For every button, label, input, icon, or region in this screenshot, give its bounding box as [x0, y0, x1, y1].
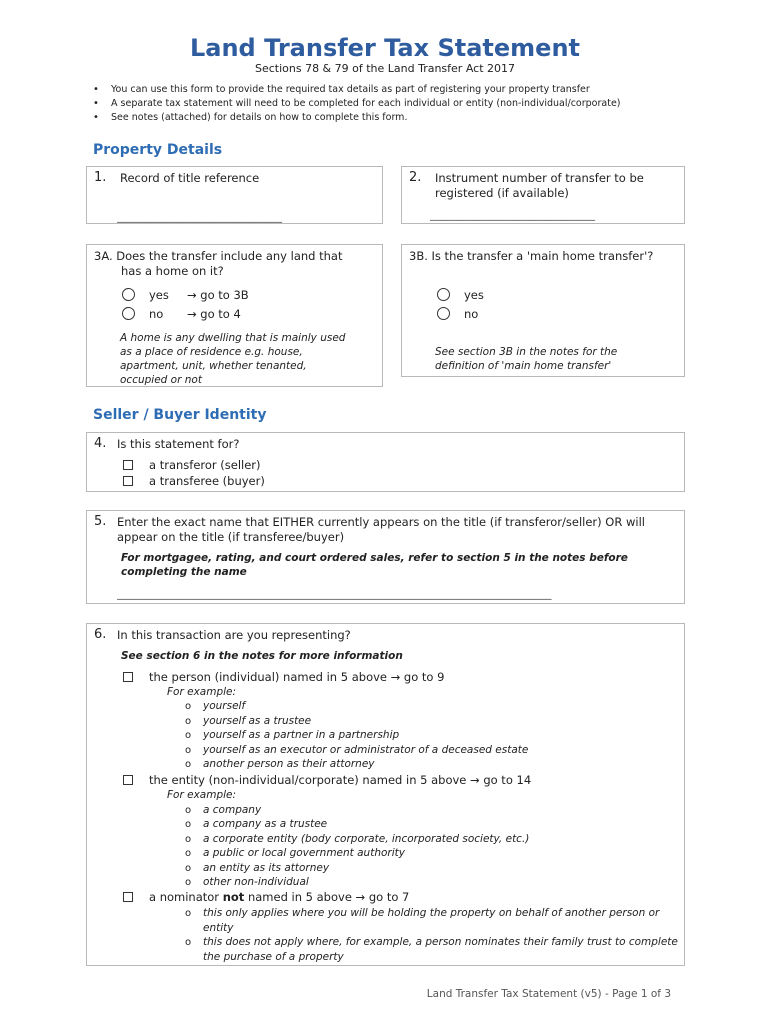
bullet-icon: o [185, 701, 192, 712]
nominator-label-pre: a nominator [149, 890, 223, 904]
identity-heading: Seller / Buyer Identity [93, 407, 267, 423]
transferee-label: a transferee (buyer) [149, 474, 265, 488]
nominator-label [149, 890, 409, 904]
intro-list [93, 83, 621, 125]
intro-bullet: • A separate tax statement will need to be completed for each individual or entity (non-individual/corporate) [93, 97, 621, 111]
q3a-no-label: no [149, 307, 164, 321]
q3a-yes-goto: → go to 3B [187, 288, 249, 302]
nominator-label-bold: not [222, 890, 245, 904]
q6-box [86, 623, 685, 966]
q3b-yes-radio[interactable] [437, 288, 450, 301]
bullet-icon: o [185, 863, 192, 874]
q6-number: 6. [94, 627, 107, 642]
bullet-icon: o [185, 716, 192, 727]
name-on-title-input[interactable]: _______________________________________________________________________________ [117, 587, 552, 600]
q3b-box [401, 244, 685, 377]
q3a-yes-label: yes [149, 288, 169, 302]
intro-bullet: • See notes (attached) for details on how to complete this form. [93, 111, 621, 125]
person-example-item: yourself as an executor or administrator of a deceased estate [203, 744, 529, 756]
transferee-checkbox[interactable] [123, 476, 133, 486]
q3b-note: See section 3B in the notes for the definition of 'main home transfer' [435, 346, 618, 372]
q3b-yes-label: yes [464, 288, 484, 302]
person-example-item: another person as their attorney [203, 758, 375, 770]
person-label: the person (individual) named in 5 above → go to 9 [149, 670, 445, 684]
q1-box [86, 166, 383, 224]
bullet-icon: o [185, 745, 192, 756]
q5-number: 5. [94, 514, 107, 529]
q3a-text [94, 249, 364, 279]
bullet-icon: o [185, 805, 192, 816]
entity-checkbox[interactable] [123, 775, 133, 785]
q3a-no-radio[interactable] [122, 307, 135, 320]
q3a-no-goto: → go to 4 [187, 307, 241, 321]
entity-example-item: a company as a trustee [203, 818, 328, 830]
person-example-label: For example: [167, 686, 237, 698]
q3a-note: A home is any dwelling that is mainly used as a place of residence e.g. house, apartment, unit, whether tenanted, occupied or not [120, 332, 346, 386]
nominator-item: this does not apply where, for example, a person nominates their family trust to complete the purchase of a property [203, 936, 678, 963]
q2-text: Instrument number of transfer to be registered (if available) [435, 171, 644, 200]
q6-text: In this transaction are you representing? [117, 628, 351, 642]
page-footer: Land Transfer Tax Statement (v5) - Page 1 of 3 [426, 988, 671, 1000]
bullet-icon: o [185, 834, 192, 845]
q1-number: 1. [94, 170, 107, 185]
bullet-icon: o [185, 937, 192, 948]
q5-box [86, 510, 685, 604]
entity-example-label: For example: [167, 789, 237, 801]
q3b-no-label: no [464, 307, 479, 321]
q4-box [86, 432, 685, 492]
bullet-icon: o [185, 819, 192, 830]
page-title: Land Transfer Tax Statement [189, 34, 580, 62]
bullet-icon: o [185, 730, 192, 741]
entity-example-item: an entity as its attorney [203, 862, 330, 874]
bullet-icon: o [185, 848, 192, 859]
entity-label: the entity (non-individual/corporate) named in 5 above → go to 14 [149, 773, 532, 787]
intro-bullet: • You can use this form to provide the required tax details as part of registering your property transfer [93, 83, 621, 97]
bullet-icon: o [185, 908, 192, 919]
person-checkbox[interactable] [123, 672, 133, 682]
q5-note: For mortgagee, rating, and court ordered sales, refer to section 5 in the notes before completing the name [121, 552, 628, 578]
bullet-icon: o [185, 877, 192, 888]
person-example-item: yourself as a partner in a partnership [203, 729, 400, 741]
q3a-yes-radio[interactable] [122, 288, 135, 301]
nominator-label-post: named in 5 above → go to 7 [244, 890, 410, 904]
transferor-checkbox[interactable] [123, 460, 133, 470]
entity-example-item: other non-individual [203, 876, 309, 888]
transferor-label: a transferor (seller) [149, 458, 261, 472]
q5-text: Enter the exact name that EITHER currently appears on the title (if transferor/seller) OR will appear on the title (if transferee/buyer) [117, 515, 645, 544]
q2-box [401, 166, 685, 224]
q3a-box [86, 244, 383, 387]
entity-example-item: a company [203, 804, 262, 816]
q3a-label: 3A. Does the transfer include any land that has a home on it? [94, 249, 343, 278]
entity-example-item: a public or local government authority [203, 847, 405, 859]
title-reference-input[interactable]: ______________________________ [117, 210, 282, 223]
q3b-text [409, 249, 669, 264]
page-subtitle: Sections 78 & 79 of the Land Transfer Act 2017 [254, 62, 516, 75]
q4-number: 4. [94, 436, 107, 451]
person-example-item: yourself [203, 700, 246, 712]
instrument-number-input[interactable]: ______________________________ [430, 208, 595, 221]
q6-note: See section 6 in the notes for more information [121, 650, 403, 662]
q2-number: 2. [409, 170, 422, 185]
q3b-label: 3B. Is the transfer a 'main home transfer'? [409, 249, 654, 263]
nominator-checkbox[interactable] [123, 892, 133, 902]
bullet-icon: o [185, 759, 192, 770]
property-details-heading: Property Details [93, 142, 223, 158]
person-example-item: yourself as a trustee [203, 715, 312, 727]
entity-example-item: a corporate entity (body corporate, incorporated society, etc.) [203, 833, 530, 845]
q1-text: Record of title reference [120, 171, 260, 185]
q4-text: Is this statement for? [117, 437, 240, 451]
nominator-item: this only applies where you will be holding the property on behalf of another person or entity [203, 907, 660, 934]
q3b-no-radio[interactable] [437, 307, 450, 320]
